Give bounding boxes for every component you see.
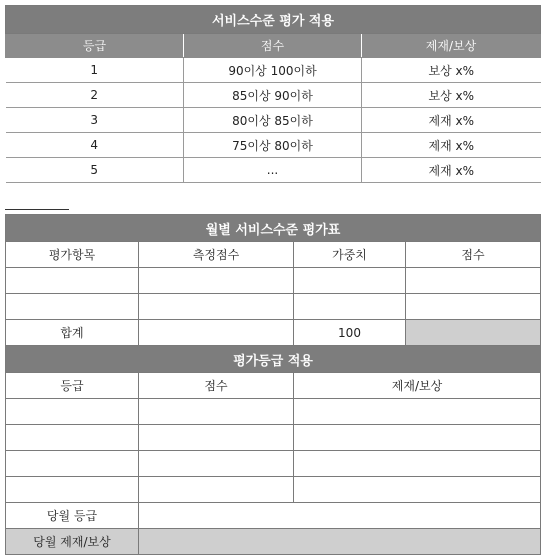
grade-cell[interactable]: [6, 425, 139, 451]
sanction-cell: 제재 x%: [362, 158, 541, 183]
month-grade-label: 당월 등급: [6, 503, 139, 529]
total-score-shaded: [406, 320, 541, 346]
score-cell[interactable]: [139, 477, 294, 503]
month-grade-value[interactable]: [139, 503, 541, 529]
header-measured-score: 측정점수: [139, 242, 294, 268]
score-cell: ...: [184, 158, 362, 183]
grade-cell[interactable]: [6, 399, 139, 425]
table-row: [6, 399, 541, 425]
month-sanction-row: [6, 529, 541, 555]
eval-item-cell[interactable]: [6, 294, 139, 320]
service-level-table: [5, 5, 541, 183]
header-score: 점수: [139, 373, 294, 399]
table-row: [6, 294, 541, 320]
grade-cell: 3: [6, 108, 184, 133]
table-row: [6, 451, 541, 477]
grade-cell: 2: [6, 83, 184, 108]
month-grade-row: [6, 503, 541, 529]
grade-cell: 1: [6, 58, 184, 83]
table-row: [6, 108, 541, 133]
score-cell: 75이상 80이하: [184, 133, 362, 158]
score-cell: 80이상 85이하: [184, 108, 362, 133]
total-weight: 100: [294, 320, 406, 346]
grade-cell[interactable]: [6, 451, 139, 477]
total-row: [6, 320, 541, 346]
header-eval-item: 평가항목: [6, 242, 139, 268]
table-title: 서비스수준 평가 적용: [6, 6, 541, 34]
sanction-cell: 제재 x%: [362, 133, 541, 158]
score-cell[interactable]: [406, 294, 541, 320]
header-sanction: 제재/보상: [362, 34, 541, 58]
total-label: 합계: [6, 320, 139, 346]
score-cell: 90이상 100이하: [184, 58, 362, 83]
divider: [5, 209, 69, 210]
month-sanction-value-shaded: [139, 529, 541, 555]
table-row: [6, 133, 541, 158]
grade-cell[interactable]: [6, 477, 139, 503]
measured-score-cell[interactable]: [139, 268, 294, 294]
table-row: [6, 158, 541, 183]
sanction-cell: 보상 x%: [362, 83, 541, 108]
table-title: 월별 서비스수준 평가표: [6, 215, 541, 242]
score-cell[interactable]: [406, 268, 541, 294]
sanction-cell: 보상 x%: [362, 58, 541, 83]
monthly-evaluation-table: [5, 214, 541, 555]
sanction-cell[interactable]: [294, 451, 541, 477]
header-weight: 가중치: [294, 242, 406, 268]
sanction-cell[interactable]: [294, 477, 541, 503]
table-row: [6, 477, 541, 503]
sanction-cell: 제재 x%: [362, 108, 541, 133]
header-score: 점수: [184, 34, 362, 58]
weight-cell[interactable]: [294, 268, 406, 294]
score-cell[interactable]: [139, 399, 294, 425]
table-row: [6, 425, 541, 451]
header-grade: 등급: [6, 34, 184, 58]
header-sanction: 제재/보상: [294, 373, 541, 399]
table-row: [6, 83, 541, 108]
measured-score-cell[interactable]: [139, 294, 294, 320]
table-row: [6, 58, 541, 83]
score-cell[interactable]: [139, 451, 294, 477]
score-cell: 85이상 90이하: [184, 83, 362, 108]
sanction-cell[interactable]: [294, 399, 541, 425]
grade-cell: 5: [6, 158, 184, 183]
section-title: 평가등급 적용: [6, 346, 541, 373]
month-sanction-label: 당월 제재/보상: [6, 529, 139, 555]
weight-cell[interactable]: [294, 294, 406, 320]
sanction-cell[interactable]: [294, 425, 541, 451]
header-grade: 등급: [6, 373, 139, 399]
eval-item-cell[interactable]: [6, 268, 139, 294]
total-measured-cell[interactable]: [139, 320, 294, 346]
score-cell[interactable]: [139, 425, 294, 451]
grade-cell: 4: [6, 133, 184, 158]
header-score: 점수: [406, 242, 541, 268]
table-row: [6, 268, 541, 294]
